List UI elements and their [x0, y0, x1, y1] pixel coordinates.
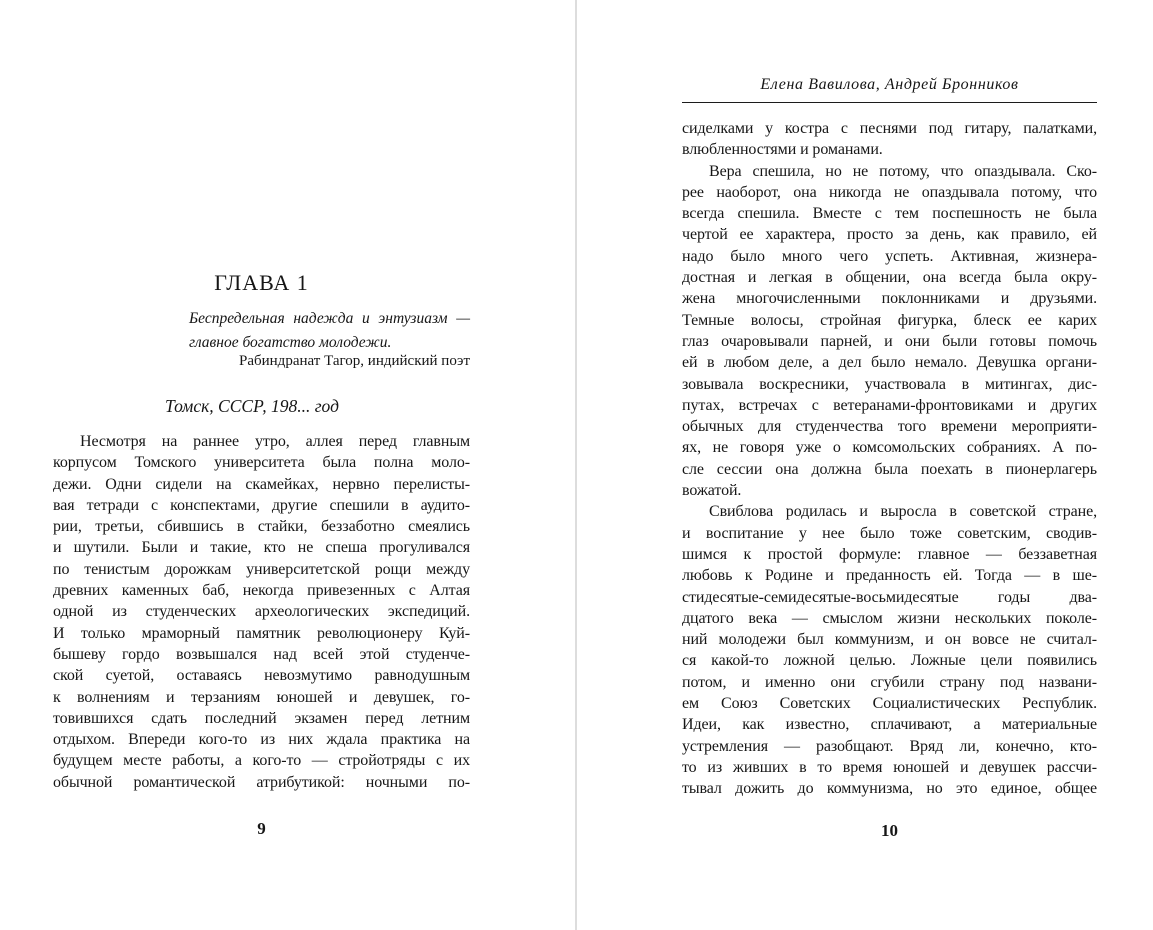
text-line: то из живших в то время юношей и девушек рассчи- [682, 758, 1097, 776]
text-line: рее наоборот, она никогда не опаздывала потому, что [682, 183, 1097, 201]
left-page [0, 0, 575, 930]
running-header-authors: Елена Вавилова, Андрей Бронников [760, 76, 1019, 93]
text-line: бышеву гордо возвышался над всей этой студенче- [53, 645, 470, 663]
text-line: Вера спешила, но не потому, что опаздывала. Ско- [709, 162, 1097, 180]
text-line: устремления — разобщают. Вряд ли, конечно, кто- [682, 737, 1097, 755]
text-line: рии, третьи, сбившись в стайки, беззаботно смеялись [53, 518, 470, 536]
text-line: главное богатство молодежи. [189, 333, 392, 351]
text-line: Идеи, как известно, сплачивают, а материальные [682, 716, 1097, 734]
text-line: ей в любом деле, а дел было немало. Девушка органи- [682, 354, 1097, 372]
epigraph-attribution: Рабиндранат Тагор, индийский поэт [239, 353, 470, 369]
text-line: отдыхом. Впереди кого-то из них ждала практика на [53, 731, 470, 749]
text-line: Беспредельная надежда и энтузиазм — [189, 310, 470, 327]
text-line: вая тетради с конспектами, другие спешили в аудито- [53, 496, 470, 514]
right-page [577, 0, 1153, 930]
dateline: Томск, СССР, 198... год [165, 396, 339, 416]
text-line: путах, встречах с ветеранами-фронтовиками и других [682, 396, 1097, 414]
text-line: корпусом Томского университета была полна моло- [53, 454, 470, 472]
text-line: одной из студенческих археологических экспедиций. [53, 603, 470, 621]
text-line: глаз очаровывали парней, и они были готовы помочь [682, 332, 1097, 350]
text-line: жена многочисленными поклонниками и друзьями. [682, 290, 1097, 308]
text-line: сле сессии она должна была поехать в пионерлагерь [682, 460, 1097, 478]
chapter-title: ГЛАВА 1 [214, 270, 309, 295]
text-line: надо было много чего успеть. Активная, жизнера- [682, 247, 1097, 265]
text-line: тывал дожить до коммунизма, но это единое, общее [682, 780, 1097, 798]
text-line: дежи. Одни сидели на скамейках, нервно перелисты- [53, 475, 470, 493]
text-line: сиделками у костра с песнями под гитару, палатками, [682, 120, 1097, 137]
epigraph [189, 307, 470, 354]
running-header-rule [682, 102, 1097, 103]
text-line: чертой ее характера, просто за день, как правило, ей [682, 226, 1097, 244]
text-line: любовь к Родине и преданность ей. Тогда — в ше- [682, 567, 1097, 585]
text-line: товившихся сдать последний экзамен перед летним [53, 709, 470, 727]
text-line: ях, не говоря уже о комсомольских собраниях. А по- [682, 439, 1097, 457]
text-line: и шутили. Были и такие, кто не спеша прогуливался [53, 539, 470, 557]
text-line: к волнениям и терзаниям юношей и девушек, го- [53, 688, 470, 706]
text-line: ем Союз Советских Социалистических Республик. [682, 695, 1097, 713]
text-line: Свиблова родилась и выросла в советской стране, [709, 503, 1097, 521]
text-line: будущем месте работы, а кого-то — стройотряды с их [53, 752, 470, 770]
text-line: влюбленностями и романами. [682, 141, 883, 159]
left-page-number: 9 [257, 819, 266, 838]
text-line: и воспитание у нее было тоже советским, сводив- [682, 524, 1097, 542]
text-line: ской суетой, оставаясь невозмутимо равнодушным [53, 667, 470, 685]
text-line: Темные волосы, стройная фигурка, блеск ее карих [682, 311, 1097, 329]
left-page-body-text [53, 431, 470, 793]
text-line: стидесятые-семидесятые-восьмидесятые годы два- [682, 588, 1097, 606]
text-line: древних каменных баб, некогда привезенных с Алтая [53, 582, 470, 600]
text-line: ся какой-то ложной целью. Ложные цели появились [682, 652, 1097, 670]
text-line: по тенистым дорожкам университетской рощи между [53, 560, 470, 578]
text-line: Несмотря на раннее утро, аллея перед главным [80, 433, 470, 450]
text-line: И только мраморный памятник революционеру Куй- [53, 624, 470, 642]
left-page-text-block [53, 0, 470, 930]
text-line: достная и легкая в общении, она всегда была окру- [682, 269, 1097, 287]
text-line: обычной романтической атрибутикой: ночными по- [53, 773, 470, 791]
text-line: обычных для студенчества того времени мероприяти- [682, 418, 1097, 436]
text-line: вожатой. [682, 482, 742, 500]
text-line: ний молодежи был коммунизм, и он вовсе не считал- [682, 631, 1097, 649]
text-line: потом, и именно они сгубили страну под названи- [682, 673, 1097, 691]
text-line: зовывала воскресники, участвовала в митингах, дис- [682, 375, 1097, 393]
text-line: дцатого века — смыслом жизни нескольких поколе- [682, 609, 1097, 627]
text-line: шимся к простой формуле: главное — беззаветная [682, 545, 1097, 563]
text-line: всегда спешила. Вместе с тем поспешность не была [682, 205, 1097, 223]
right-page-number: 10 [881, 821, 898, 840]
right-page-body-text [682, 118, 1097, 800]
right-page-text-block [682, 0, 1097, 930]
